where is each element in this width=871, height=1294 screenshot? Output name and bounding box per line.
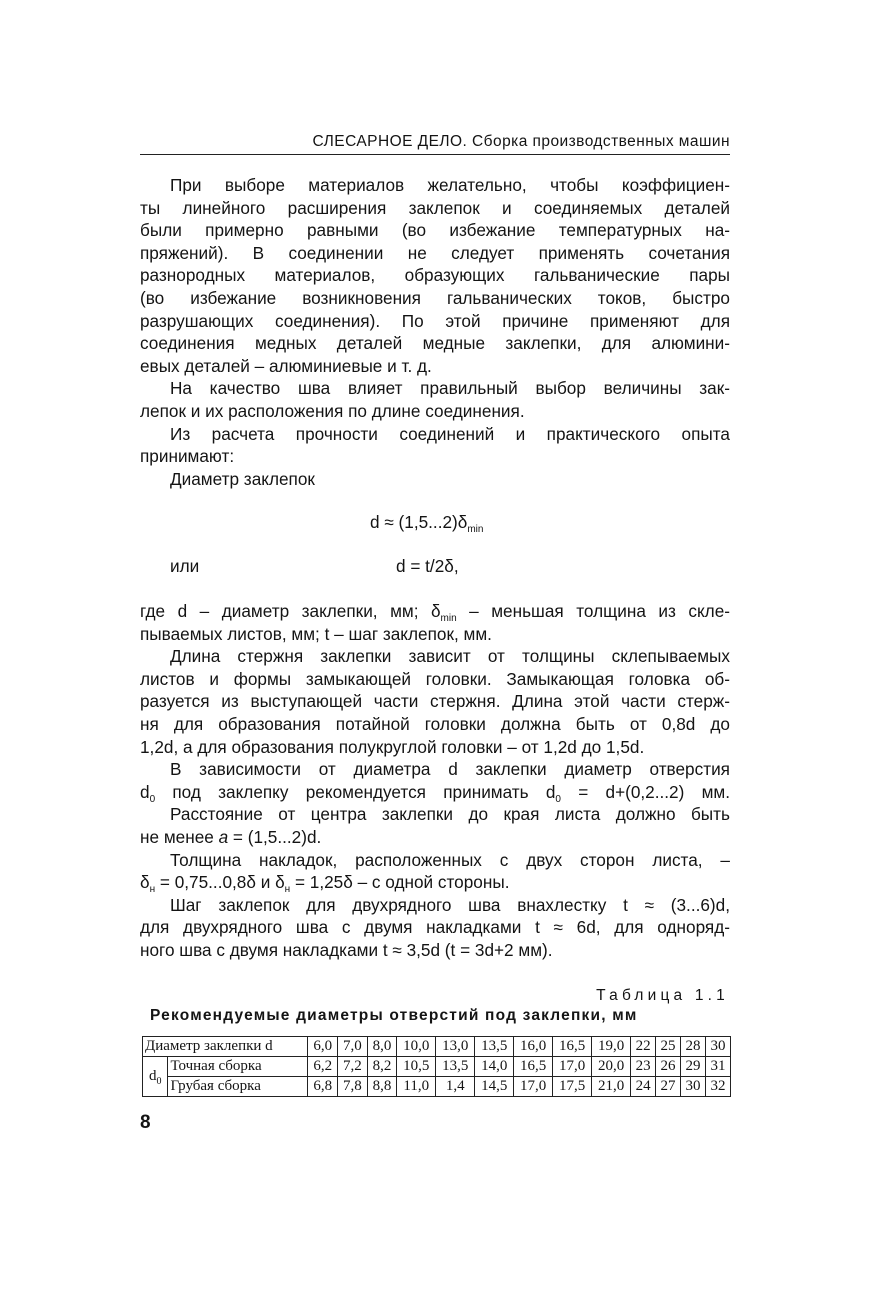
table-cell: 17,0 (553, 1057, 592, 1077)
para-1-line: ты линейного расширения заклепок и соединяемых деталей (140, 197, 730, 218)
table-cell: 17,0 (514, 1077, 553, 1097)
table-cell: 32 (705, 1077, 730, 1097)
table-cell: 8,2 (367, 1057, 397, 1077)
para-1-line: (во избежание возникновения гальванических токов, быстро (140, 287, 730, 308)
para-9-line: $\delta_н = 0,75...0,8\delta$ и $\delta_н = 1,25\delta - с$ одной стороны. (140, 872, 510, 896)
formula-rivet-diameter: $d \approx (1,5...2)\delta_{min}$ (370, 512, 484, 535)
table-cell: 7,0 (338, 1037, 368, 1057)
table-title: Рекомендуемые диаметры отверстий под заклепки, мм (150, 1007, 638, 1024)
table-number: Таблица 1.1 (596, 987, 729, 1004)
table-header-label: Диаметр заклепки d (143, 1037, 308, 1057)
table-cell: 1,4 (436, 1077, 475, 1097)
para-4-line: Диаметр заклепок (170, 468, 315, 489)
table-cell: 29 (680, 1057, 705, 1077)
para-2-line: На качество шва влияет правильный выбор величины зак- (170, 378, 730, 399)
table-cell: 21,0 (592, 1077, 631, 1097)
para-1-line: разнородных материалов, образующих гальванические пары (140, 265, 730, 286)
para-3-line: принимают: (140, 446, 235, 467)
para-7-line: $d_0$ под заклепку рекомендуется принимать $d_0 = d+(0,2...2)$ мм. (140, 781, 730, 805)
table-cell: 20,0 (592, 1057, 631, 1077)
table-cell: 26 (656, 1057, 681, 1077)
para-10-line: Шаг заклепок для двухрядного шва внахлестку t ≈ (3...6)d, (170, 894, 730, 915)
formula-or-label: или (170, 556, 200, 576)
para-10-line: для двухрядного шва с двумя накладками t ≈ 6d, для одноряд- (140, 917, 730, 938)
para-6-line: разуется из выступающей части стержня. Длина этой части стерж- (140, 691, 730, 712)
table-cell: 6,8 (308, 1077, 338, 1097)
table-cell: 25 (656, 1037, 681, 1057)
table-cell: 31 (705, 1057, 730, 1077)
table-cell: 17,5 (553, 1077, 592, 1097)
para-9-line: Толщина накладок, расположенных с двух сторон листа, – (170, 849, 730, 870)
table-cell: 14,0 (475, 1057, 514, 1077)
table-cell: 13,5 (436, 1057, 475, 1077)
para-6-line: Длина стержня заклепки зависит от толщины склепываемых (170, 646, 730, 667)
table-cell: 6,2 (308, 1057, 338, 1077)
table-cell: 10,0 (397, 1037, 436, 1057)
table-cell: 16,5 (553, 1037, 592, 1057)
para-1-line: были примерно равными (во избежание температурных на- (140, 220, 730, 241)
table-row-label: Грубая сборка (168, 1077, 308, 1097)
para-1-line: разрушающих соединения). По этой причине применяют для (140, 310, 730, 331)
table-cell: 7,2 (338, 1057, 368, 1077)
table-cell: 27 (656, 1077, 681, 1097)
table-cell: 19,0 (592, 1037, 631, 1057)
table-cell: 24 (631, 1077, 656, 1097)
table-cell: 30 (680, 1077, 705, 1097)
para-6-line: 1,2d, а для образования полукруглой головки – от 1,2d до 1,5d. (140, 736, 645, 757)
text-block-2 (140, 600, 730, 962)
running-header (140, 130, 730, 155)
para-7-line: В зависимости от диаметра d заклепки диаметр отверстия (170, 759, 730, 780)
table-cell: 22 (631, 1037, 656, 1057)
para-1-line: соединения медных деталей медные заклепки, для алюмини- (140, 333, 730, 354)
para-2-line: лепок и их расположения по длине соединения. (140, 400, 525, 421)
para-1-line: При выборе материалов желательно, чтобы коэффициен- (170, 175, 730, 195)
para-6-line: ня для образования потайной головки должна быть от 0,8d до (140, 713, 730, 734)
table-cell: 13,0 (436, 1037, 475, 1057)
table-cell: 30 (705, 1037, 730, 1057)
table-header-row (143, 1037, 731, 1057)
table-row (143, 1077, 731, 1097)
table-cell: 6,0 (308, 1037, 338, 1057)
para-3-line: Из расчета прочности соединений и практического опыта (170, 423, 730, 444)
table-row-label: Точная сборка (168, 1057, 308, 1077)
formula-alt: d = t/2δ, (396, 556, 459, 576)
table-cell: 13,5 (475, 1037, 514, 1057)
para-8-line: Расстояние от центра заклепки до края листа должно быть (170, 804, 730, 825)
table-cell: 8,0 (367, 1037, 397, 1057)
para-5-line: где d – диаметр заклепки, мм; $\delta_{min}$ – меньшая толщина из скле- (140, 601, 730, 624)
table-cell: 16,0 (514, 1037, 553, 1057)
text-block-1 (140, 174, 730, 490)
table-cell: 11,0 (397, 1077, 436, 1097)
table-cell: 10,5 (397, 1057, 436, 1077)
running-title: СЛЕСАРНОЕ ДЕЛО. Сборка производственных машин (312, 133, 730, 150)
table-cell: 14,5 (475, 1077, 514, 1097)
para-1-line: пряжений). В соединении не следует применять сочетания (140, 242, 730, 263)
para-8-line: не менее a = (1,5...2)d. (140, 826, 322, 847)
para-5-line: пываемых листов, мм; t – шаг заклепок, мм. (140, 623, 492, 644)
table-cell: 28 (680, 1037, 705, 1057)
para-1-line: евых деталей – алюминиевые и т. д. (140, 355, 432, 376)
para-10-line: ного шва с двумя накладками t ≈ 3,5d (t = 3d+2 мм). (140, 939, 553, 960)
table-group-label: $d_0$ (143, 1057, 168, 1097)
page-number: 8 (140, 1112, 151, 1133)
para-6-line: листов и формы замыкающей головки. Замыкающая головка об- (140, 668, 730, 689)
rivet-hole-table (142, 1036, 731, 1097)
table-cell: 8,8 (367, 1077, 397, 1097)
table-cell: 23 (631, 1057, 656, 1077)
table-row (143, 1057, 731, 1077)
table-cell: 16,5 (514, 1057, 553, 1077)
table-cell: 7,8 (338, 1077, 368, 1097)
